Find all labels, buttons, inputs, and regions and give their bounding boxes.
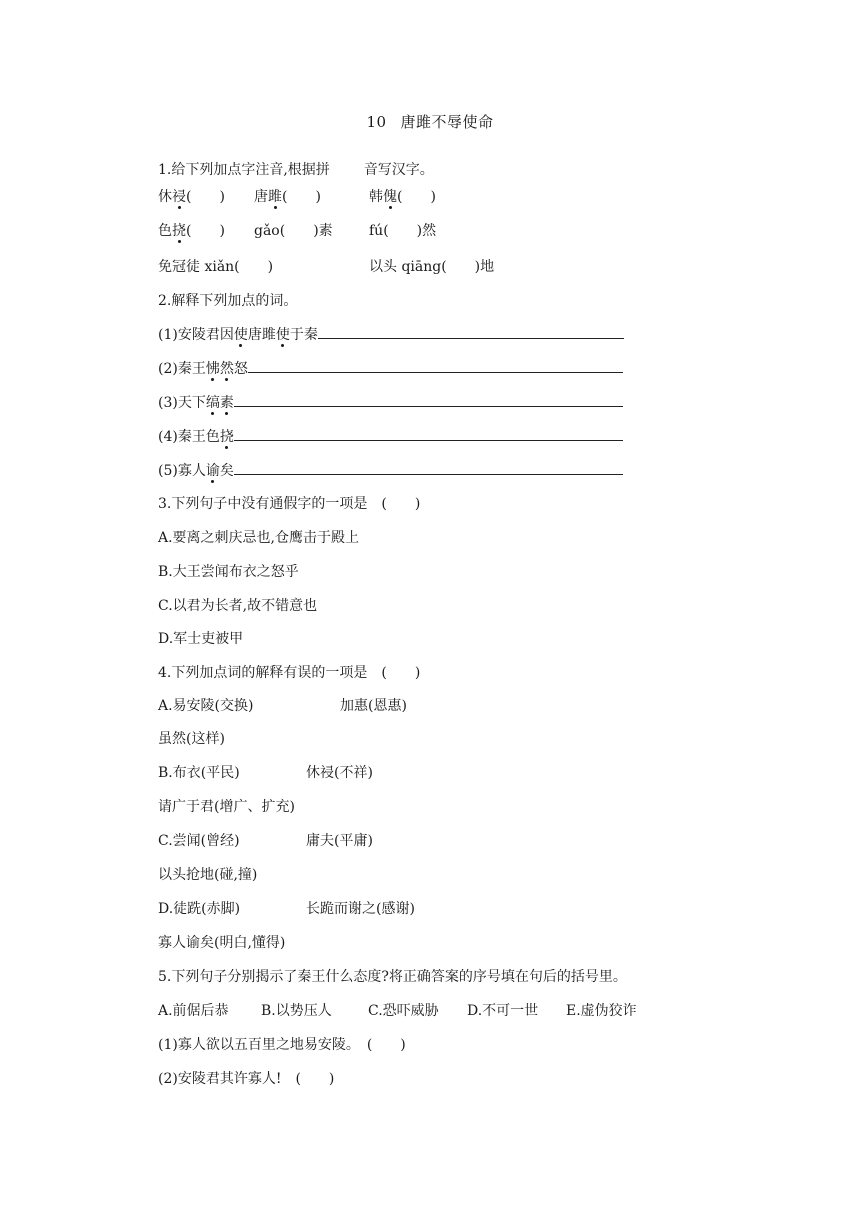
question-5-item-1: (1)寡人欲以五百里之地易安陵。 ( ) — [158, 1037, 406, 1053]
lesson-number: 10 — [366, 113, 387, 131]
dotted-char: 挠 — [172, 223, 186, 239]
dotted-char: 怫 — [205, 361, 220, 377]
pinyin-item: 免冠徒 xiǎn( ) — [158, 259, 274, 275]
dotted-char: 傀 — [383, 189, 397, 205]
option-b: B.大王尝闻布衣之怒乎 — [158, 564, 299, 580]
question-5-choices: A.前倨后恭 B.以势压人 C.恐吓威胁 D.不可一世 E.虚伪狡诈 — [158, 1003, 637, 1019]
question-2-item-2: (2)秦王怫然怒 — [158, 358, 623, 379]
question-1-row-1 — [158, 187, 436, 207]
option-b-line-2: 请广于君(增广、扩充) — [158, 799, 295, 815]
answer-line[interactable] — [234, 426, 623, 441]
question-2-item-1: (1)安陵君因使唐雎使于秦 — [158, 324, 624, 345]
question-5-item-2: (2)安陵君其许寡人! ( ) — [158, 1071, 335, 1087]
question-1-row-2 — [158, 221, 436, 241]
page-title — [0, 111, 860, 132]
question-2-stem: 2.解释下列加点的词。 — [158, 293, 298, 309]
dotted-char: 缟 — [205, 395, 220, 411]
pinyin-item: 以头 qiāng( )地 — [369, 259, 495, 275]
option-d-line: D.徒跣(赤脚) 长跪而谢之(感谢) — [158, 901, 415, 917]
dotted-char: 然 — [219, 361, 234, 377]
option-a-line-2: 虽然(这样) — [158, 731, 225, 747]
option-a: A.要离之刺庆忌也,仓鹰击于殿上 — [158, 530, 360, 546]
question-1-row-3 — [158, 257, 494, 277]
lesson-title: 唐雎不辱使命 — [400, 113, 494, 131]
option-b-line: B.布衣(平民) 休祲(不祥) — [158, 765, 373, 781]
dotted-char: 谕 — [205, 463, 220, 479]
option-a-line: A.易安陵(交换) 加惠(恩惠) — [158, 698, 407, 714]
answer-line[interactable] — [318, 324, 624, 339]
dotted-char: 挠 — [219, 429, 234, 445]
question-4-stem: 4.下列加点词的解释有误的一项是 ( ) — [158, 665, 421, 681]
dotted-char: 祲 — [172, 189, 186, 205]
pinyin-item: gǎo( )素 — [254, 223, 333, 239]
answer-line[interactable] — [234, 392, 623, 407]
question-1-stem: 1.给下列加点字注音,根据拼 音写汉字。 — [158, 162, 434, 178]
pinyin-item: 色挠( ) — [158, 223, 225, 239]
question-5-stem: 5.下列句子分别揭示了秦王什么态度?将正确答案的序号填在句后的括号里。 — [158, 969, 627, 985]
pinyin-item: 休祲( ) — [158, 189, 225, 205]
question-3-stem: 3.下列句子中没有通假字的一项是 ( ) — [158, 496, 421, 512]
dotted-char: 使 — [275, 327, 290, 343]
answer-line[interactable] — [234, 460, 623, 475]
dotted-char: 使 — [233, 327, 248, 343]
question-2-item-5: (5)寡人谕矣 — [158, 460, 623, 481]
answer-line[interactable] — [248, 358, 623, 373]
option-d: D.军士吏被甲 — [158, 631, 244, 647]
option-d-line-2: 寡人谕矣(明白,懂得) — [158, 935, 286, 951]
pinyin-item: fú( )然 — [369, 223, 437, 239]
question-2-item-3: (3)天下缟素 — [158, 392, 623, 413]
pinyin-item: 唐雎( ) — [254, 189, 321, 205]
option-c-line-2: 以头抢地(碰,撞) — [158, 867, 258, 883]
option-c: C.以君为长者,故不错意也 — [158, 598, 318, 614]
option-c-line: C.尝闻(曾经) 庸夫(平庸) — [158, 833, 373, 849]
dotted-char: 雎 — [268, 189, 282, 205]
dotted-char: 素 — [219, 395, 234, 411]
pinyin-item: 韩傀( ) — [369, 189, 436, 205]
question-2-item-4: (4)秦王色挠 — [158, 426, 623, 447]
